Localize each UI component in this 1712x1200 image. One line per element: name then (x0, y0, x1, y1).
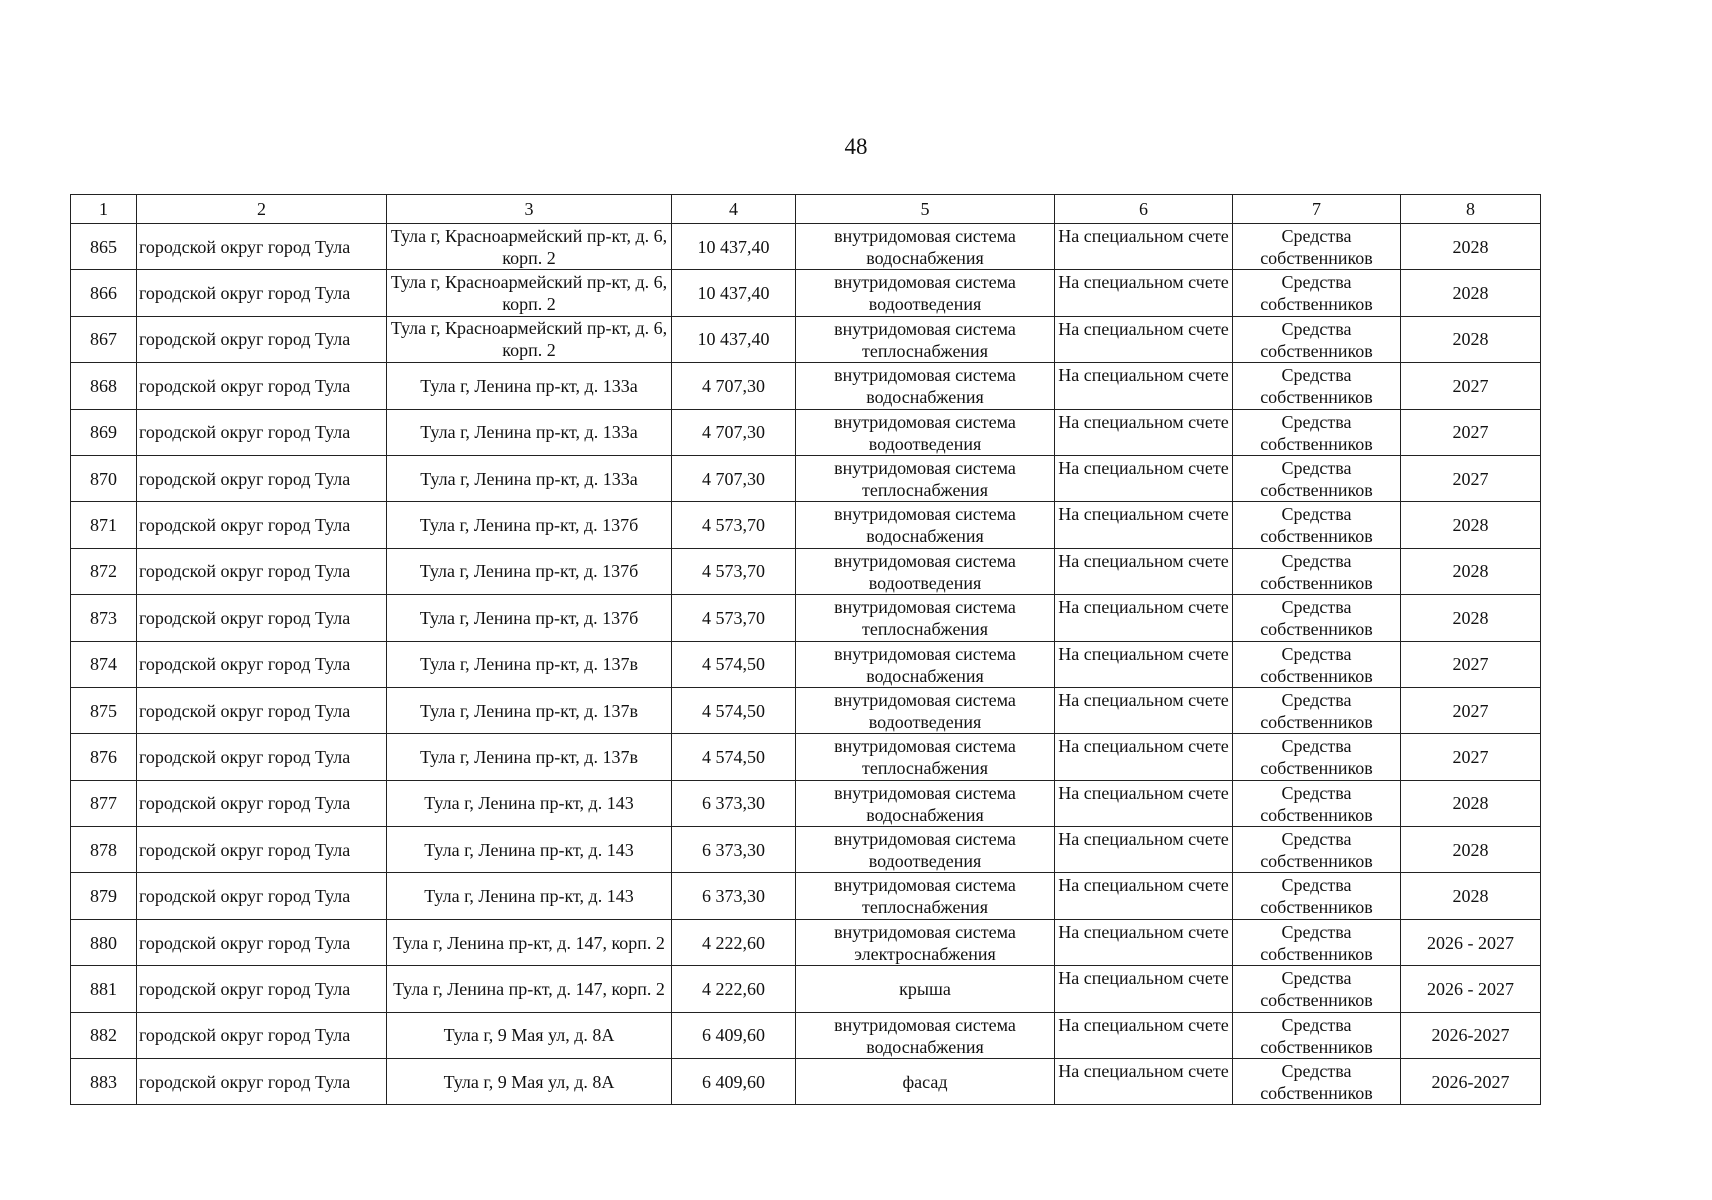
fund-account-cell: На специальном счете (1055, 502, 1233, 548)
municipality-cell: городской округ город Тула (137, 502, 387, 548)
table-row (71, 827, 1541, 873)
work-type-cell: внутридомовая система водоотведения (796, 548, 1055, 594)
row-number-cell: 877 (71, 780, 137, 826)
row-number-cell: 881 (71, 966, 137, 1012)
address-cell: Тула г, Ленина пр-кт, д. 143 (387, 780, 672, 826)
year-cell: 2027 (1401, 455, 1541, 501)
address-cell: Тула г, Ленина пр-кт, д. 133а (387, 455, 672, 501)
municipality-cell: городской округ город Тула (137, 919, 387, 965)
year-cell: 2027 (1401, 734, 1541, 780)
address-cell: Тула г, Ленина пр-кт, д. 137б (387, 595, 672, 641)
year-cell: 2027 (1401, 641, 1541, 687)
municipality-cell: городской округ город Тула (137, 1059, 387, 1105)
table-row (71, 1059, 1541, 1105)
row-number-cell: 876 (71, 734, 137, 780)
municipality-cell: городской округ город Тула (137, 687, 387, 733)
funding-source-cell: Средства собственников (1233, 780, 1401, 826)
municipality-cell: городской округ город Тула (137, 1012, 387, 1058)
fund-account-cell: На специальном счете (1055, 363, 1233, 409)
work-type-cell: внутридомовая система теплоснабжения (796, 595, 1055, 641)
work-type-cell: внутридомовая система водоснабжения (796, 502, 1055, 548)
area-cell: 4 573,70 (672, 595, 796, 641)
fund-account-cell: На специальном счете (1055, 873, 1233, 919)
funding-source-cell: Средства собственников (1233, 873, 1401, 919)
address-cell: Тула г, Ленина пр-кт, д. 147, корп. 2 (387, 966, 672, 1012)
year-cell: 2028 (1401, 780, 1541, 826)
address-cell: Тула г, Ленина пр-кт, д. 137б (387, 502, 672, 548)
municipality-cell: городской округ город Тула (137, 409, 387, 455)
municipality-cell: городской округ город Тула (137, 224, 387, 270)
year-cell: 2026-2027 (1401, 1012, 1541, 1058)
row-number-cell: 880 (71, 919, 137, 965)
table-row (71, 734, 1541, 780)
work-type-cell: внутридомовая система водоотведения (796, 827, 1055, 873)
address-cell: Тула г, Ленина пр-кт, д. 133а (387, 363, 672, 409)
address-cell: Тула г, Ленина пр-кт, д. 137б (387, 548, 672, 594)
fund-account-cell: На специальном счете (1055, 827, 1233, 873)
table-row (71, 363, 1541, 409)
area-cell: 4 574,50 (672, 687, 796, 733)
area-cell: 4 573,70 (672, 548, 796, 594)
table-row (71, 780, 1541, 826)
address-cell: Тула г, Ленина пр-кт, д. 137в (387, 687, 672, 733)
work-type-cell: внутридомовая система теплоснабжения (796, 873, 1055, 919)
municipality-cell: городской округ город Тула (137, 270, 387, 316)
address-cell: Тула г, Красноармейский пр-кт, д. 6, корп. 2 (387, 316, 672, 362)
municipality-cell: городской округ город Тула (137, 641, 387, 687)
funding-source-cell: Средства собственников (1233, 1012, 1401, 1058)
fund-account-cell: На специальном счете (1055, 1059, 1233, 1105)
row-number-cell: 865 (71, 224, 137, 270)
year-cell: 2028 (1401, 595, 1541, 641)
year-cell: 2028 (1401, 873, 1541, 919)
fund-account-cell: На специальном счете (1055, 270, 1233, 316)
funding-source-cell: Средства собственников (1233, 224, 1401, 270)
fund-account-cell: На специальном счете (1055, 780, 1233, 826)
year-cell: 2026 - 2027 (1401, 966, 1541, 1012)
area-cell: 6 373,30 (672, 827, 796, 873)
work-type-cell: крыша (796, 966, 1055, 1012)
row-number-cell: 868 (71, 363, 137, 409)
row-number-cell: 875 (71, 687, 137, 733)
year-cell: 2028 (1401, 548, 1541, 594)
table-row (71, 270, 1541, 316)
column-header: 8 (1401, 195, 1541, 224)
table-row (71, 502, 1541, 548)
year-cell: 2028 (1401, 224, 1541, 270)
work-type-cell: внутридомовая система теплоснабжения (796, 455, 1055, 501)
table-row (71, 873, 1541, 919)
funding-source-cell: Средства собственников (1233, 641, 1401, 687)
row-number-cell: 879 (71, 873, 137, 919)
year-cell: 2026-2027 (1401, 1059, 1541, 1105)
row-number-cell: 866 (71, 270, 137, 316)
column-header: 4 (672, 195, 796, 224)
table-row (71, 548, 1541, 594)
fund-account-cell: На специальном счете (1055, 641, 1233, 687)
funding-source-cell: Средства собственников (1233, 316, 1401, 362)
funding-source-cell: Средства собственников (1233, 734, 1401, 780)
municipality-cell: городской округ город Тула (137, 455, 387, 501)
municipality-cell: городской округ город Тула (137, 316, 387, 362)
row-number-cell: 882 (71, 1012, 137, 1058)
fund-account-cell: На специальном счете (1055, 224, 1233, 270)
table-row (71, 687, 1541, 733)
municipality-cell: городской округ город Тула (137, 780, 387, 826)
funding-source-cell: Средства собственников (1233, 270, 1401, 316)
table-body (71, 224, 1541, 1105)
table-row (71, 641, 1541, 687)
year-cell: 2027 (1401, 687, 1541, 733)
fund-account-cell: На специальном счете (1055, 316, 1233, 362)
work-type-cell: внутридомовая система водоотведения (796, 687, 1055, 733)
table-header-row (71, 195, 1541, 224)
work-type-cell: внутридомовая система водоотведения (796, 409, 1055, 455)
fund-account-cell: На специальном счете (1055, 687, 1233, 733)
area-cell: 6 373,30 (672, 873, 796, 919)
year-cell: 2027 (1401, 409, 1541, 455)
year-cell: 2028 (1401, 270, 1541, 316)
area-cell: 4 707,30 (672, 455, 796, 501)
address-cell: Тула г, Красноармейский пр-кт, д. 6, корп. 2 (387, 224, 672, 270)
row-number-cell: 871 (71, 502, 137, 548)
address-cell: Тула г, Ленина пр-кт, д. 137в (387, 734, 672, 780)
work-type-cell: внутридомовая система электроснабжения (796, 919, 1055, 965)
funding-source-cell: Средства собственников (1233, 827, 1401, 873)
table-row (71, 919, 1541, 965)
row-number-cell: 878 (71, 827, 137, 873)
year-cell: 2026 - 2027 (1401, 919, 1541, 965)
table-row (71, 409, 1541, 455)
area-cell: 4 574,50 (672, 734, 796, 780)
municipality-cell: городской округ город Тула (137, 595, 387, 641)
funding-source-cell: Средства собственников (1233, 966, 1401, 1012)
year-cell: 2028 (1401, 502, 1541, 548)
work-type-cell: внутридомовая система водоснабжения (796, 363, 1055, 409)
funding-source-cell: Средства собственников (1233, 502, 1401, 548)
municipality-cell: городской округ город Тула (137, 363, 387, 409)
year-cell: 2028 (1401, 316, 1541, 362)
funding-source-cell: Средства собственников (1233, 363, 1401, 409)
row-number-cell: 867 (71, 316, 137, 362)
row-number-cell: 883 (71, 1059, 137, 1105)
funding-source-cell: Средства собственников (1233, 595, 1401, 641)
document-table (70, 194, 1541, 1105)
municipality-cell: городской округ город Тула (137, 548, 387, 594)
work-type-cell: внутридомовая система теплоснабжения (796, 316, 1055, 362)
funding-source-cell: Средства собственников (1233, 548, 1401, 594)
municipality-cell: городской округ город Тула (137, 734, 387, 780)
area-cell: 10 437,40 (672, 224, 796, 270)
area-cell: 4 574,50 (672, 641, 796, 687)
row-number-cell: 870 (71, 455, 137, 501)
address-cell: Тула г, 9 Мая ул, д. 8А (387, 1012, 672, 1058)
year-cell: 2027 (1401, 363, 1541, 409)
area-cell: 10 437,40 (672, 270, 796, 316)
fund-account-cell: На специальном счете (1055, 548, 1233, 594)
row-number-cell: 869 (71, 409, 137, 455)
municipality-cell: городской округ город Тула (137, 873, 387, 919)
area-cell: 6 409,60 (672, 1012, 796, 1058)
area-cell: 4 573,70 (672, 502, 796, 548)
area-cell: 6 409,60 (672, 1059, 796, 1105)
work-type-cell: внутридомовая система водоснабжения (796, 780, 1055, 826)
table-row (71, 595, 1541, 641)
address-cell: Тула г, Ленина пр-кт, д. 147, корп. 2 (387, 919, 672, 965)
table-row (71, 1012, 1541, 1058)
address-cell: Тула г, Ленина пр-кт, д. 137в (387, 641, 672, 687)
funding-source-cell: Средства собственников (1233, 919, 1401, 965)
page-number: 48 (844, 134, 868, 159)
table-row (71, 966, 1541, 1012)
area-cell: 4 707,30 (672, 363, 796, 409)
fund-account-cell: На специальном счете (1055, 1012, 1233, 1058)
area-cell: 6 373,30 (672, 780, 796, 826)
fund-account-cell: На специальном счете (1055, 409, 1233, 455)
column-header: 6 (1055, 195, 1233, 224)
area-cell: 4 222,60 (672, 966, 796, 1012)
funding-source-cell: Средства собственников (1233, 687, 1401, 733)
work-type-cell: внутридомовая система теплоснабжения (796, 734, 1055, 780)
work-type-cell: внутридомовая система водоснабжения (796, 224, 1055, 270)
table-row (71, 224, 1541, 270)
address-cell: Тула г, Ленина пр-кт, д. 133а (387, 409, 672, 455)
funding-source-cell: Средства собственников (1233, 1059, 1401, 1105)
address-cell: Тула г, Ленина пр-кт, д. 143 (387, 873, 672, 919)
table-row (71, 455, 1541, 501)
column-header: 7 (1233, 195, 1401, 224)
area-cell: 4 222,60 (672, 919, 796, 965)
fund-account-cell: На специальном счете (1055, 966, 1233, 1012)
area-cell: 10 437,40 (672, 316, 796, 362)
address-cell: Тула г, Ленина пр-кт, д. 143 (387, 827, 672, 873)
row-number-cell: 873 (71, 595, 137, 641)
fund-account-cell: На специальном счете (1055, 595, 1233, 641)
funding-source-cell: Средства собственников (1233, 455, 1401, 501)
work-type-cell: фасад (796, 1059, 1055, 1105)
column-header: 5 (796, 195, 1055, 224)
row-number-cell: 872 (71, 548, 137, 594)
work-type-cell: внутридомовая система водоотведения (796, 270, 1055, 316)
column-header: 2 (137, 195, 387, 224)
area-cell: 4 707,30 (672, 409, 796, 455)
fund-account-cell: На специальном счете (1055, 734, 1233, 780)
address-cell: Тула г, 9 Мая ул, д. 8А (387, 1059, 672, 1105)
funding-source-cell: Средства собственников (1233, 409, 1401, 455)
fund-account-cell: На специальном счете (1055, 919, 1233, 965)
column-header: 1 (71, 195, 137, 224)
municipality-cell: городской округ город Тула (137, 827, 387, 873)
fund-account-cell: На специальном счете (1055, 455, 1233, 501)
row-number-cell: 874 (71, 641, 137, 687)
column-header: 3 (387, 195, 672, 224)
address-cell: Тула г, Красноармейский пр-кт, д. 6, корп. 2 (387, 270, 672, 316)
work-type-cell: внутридомовая система водоснабжения (796, 1012, 1055, 1058)
work-type-cell: внутридомовая система водоснабжения (796, 641, 1055, 687)
year-cell: 2028 (1401, 827, 1541, 873)
municipality-cell: городской округ город Тула (137, 966, 387, 1012)
table-row (71, 316, 1541, 362)
